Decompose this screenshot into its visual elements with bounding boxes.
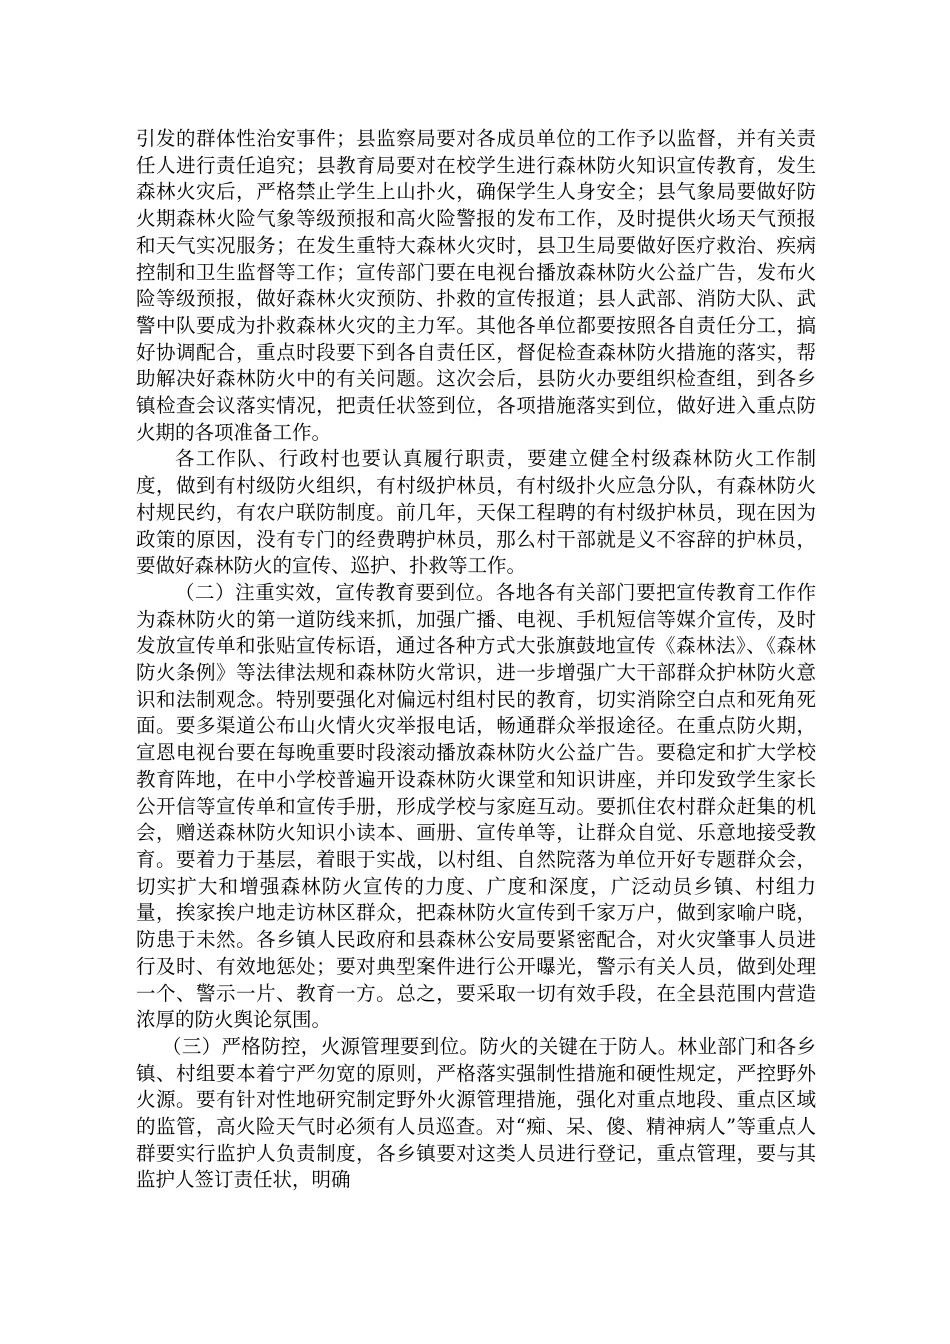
paragraph-publicity-education: （二）注重实效，宣传教育要到位。各地各有关部门要把宣传教育工作作为森林防火的第一道防线来抓，加强广播、电视、手机短信等媒介宣传，及时发放宣传单和张贴宣传标语，通过各种方式大张旗鼓地宣传《森林法》、《森林防火条例》等法律法规和森林防火常识，进一步增强广大干部群众护林防火意识和法制观念。特别要强化对偏远村组村民的教育，切实消除空白点和死角死面。要多渠道公布山火情火灾举报电话，畅通群众举报途径。在重点防火期，宣恩电视台要在每晚重要时段滚动播放森林防火公益广告。要稳定和扩大学校教育阵地，在中小学校普遍开设森林防火课堂和知识讲座，并印发致学生家长公开信等宣传单和宣传手册，形成学校与家庭互动。要抓住农村群众赶集的机会，赠送森林防火知识小读本、画册、宣传单等，让群众自觉、乐意地接受教育。要着力于基层，着眼于实战，以村组、自然院落为单位开好专题群众会，切实扩大和增强森林防火宣传的力度、广度和深度，广泛动员乡镇、村组力量，挨家挨户地走访林区群众，把森林防火宣传到千家万户，做到家喻户晓，防患于未然。各乡镇人民政府和县森林公安局要紧密配合，对火灾肇事人员进行及时、有效地惩处；要对典型案件进行公开曝光，警示有关人员，做到处理一个、警示一片、教育一方。总之，要采取一切有效手段，在全县范围内营造浓厚的防火舆论氛围。 <box>136 580 816 1032</box>
paragraph-village-duties: 各工作队、行政村也要认真履行职责，要建立健全村级森林防火工作制度，做到有村级防火组织，有村级护林员，有村级扑火应急分队，有森林防火村规民约，有农户联防制度。前几年，天保工程聘的有村级护林员，现在因为政策的原因，没有专门的经费聘护林员，那么村干部就是义不容辞的护林员，要做好森林防火的宣传、巡护、扑救等工作。 <box>136 447 816 578</box>
document-body <box>136 126 816 1194</box>
paragraph-continued: 引发的群体性治安事件；县监察局要对各成员单位的工作予以监督，并有关责任人进行责任追究；县教育局要对在校学生进行森林防火知识宣传教育，发生森林火灾后，严格禁止学生上山扑火，确保学生人身安全；县气象局要做好防火期森林火险气象等级预报和高火险警报的发布工作，及时提供火场天气预报和天气实况服务；在发生重特大森林火灾时，县卫生局要做好医疗救治、疾病控制和卫生监督等工作；宣传部门要在电视台播放森林防火公益广告，发布火险等级预报，做好森林火灾预防、扑救的宣传报道；县人武部、消防大队、武警中队要成为扑救森林火灾的主力军。其他各单位都要按照各自责任分工，搞好协调配合，重点时段要下到各自责任区，督促检查森林防火措施的落实，帮助解决好森林防火中的有关问题。这次会后，县防火办要组织检查组，到各乡镇检查会议落实情况，把责任状签到位，各项措施落实到位，做好进入重点防火期的各项准备工作。 <box>136 127 816 444</box>
paragraph-fire-source-control: （三）严格防控，火源管理要到位。防火的关键在于防人。林业部门和各乡镇、村组要本着宁严勿宽的原则，严格落实强制性措施和硬性规定，严控野外火源。要有针对性地研究制定野外火源管理措施，强化对重点地段、重点区域的监管，高火险天气时必须有人员巡查。对“痴、呆、傻、精神病人”等重点人群要实行监护人负责制度，各乡镇要对这类人员进行登记，重点管理，要与其监护人签订责任状，明确 <box>136 1034 816 1192</box>
